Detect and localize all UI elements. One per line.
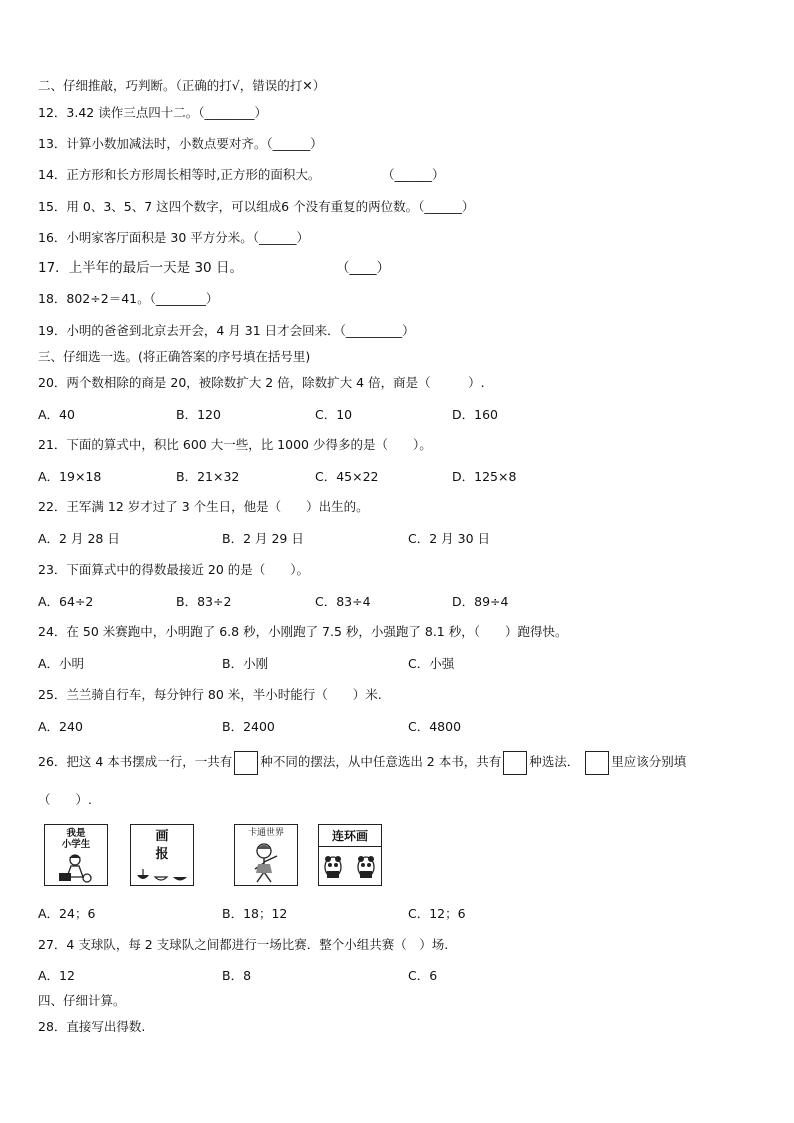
- book1-title-line2: 小学生: [61, 839, 91, 850]
- book-cartoon-world: [234, 824, 298, 886]
- section-heading-calc: 四、仔细计算。: [38, 993, 126, 1008]
- question-16: 16．小明家客厅面积是 30 平方分米。（______）: [38, 230, 310, 245]
- question-26-part4: 里应该分别填: [611, 754, 687, 769]
- q25-option-b: B．2400: [222, 719, 275, 734]
- question-12: 12．3.42 读作三点四十二。（________）: [38, 105, 267, 120]
- question-26: [38, 749, 686, 775]
- question-25: 25．兰兰骑自行车，每分钟行 80 米，半小时能行（ ）米.: [38, 687, 382, 702]
- q23-option-b: B．83÷2: [176, 594, 232, 609]
- book2-title-line2: 报: [155, 847, 169, 862]
- question-14-blank: （______）: [382, 167, 445, 182]
- question-26-part3: 种选法．: [529, 754, 580, 769]
- q23-option-a: A．64÷2: [38, 594, 94, 609]
- question-28: 28．直接写出得数.: [38, 1019, 146, 1034]
- answer-box-3: [585, 751, 609, 775]
- q24-option-c: C．小强: [408, 656, 455, 671]
- question-24: 24．在 50 米赛跑中，小明跑了 6.8 秒，小刚跑了 7.5 秒，小强跑了 8.1 秒，（ ）跑得快。: [38, 624, 568, 639]
- q24-option-a: A．小明: [38, 656, 85, 671]
- q22-option-a: A．2 月 28 日: [38, 531, 120, 546]
- question-17: 17．上半年的最后一天是 30 日。: [38, 260, 243, 276]
- q21-option-d: D．125×8: [452, 469, 517, 484]
- question-27: 27．4 支球队，每 2 支球队之间都进行一场比赛．整个小组共赛（ ）场.: [38, 937, 449, 952]
- q21-option-b: B．21×32: [176, 469, 240, 484]
- answer-box-1: [234, 751, 258, 775]
- answer-box-2: [503, 751, 527, 775]
- q20-option-c: C．10: [315, 407, 353, 422]
- bowls-icon: [131, 865, 193, 885]
- book4-title: 连环画: [319, 829, 381, 847]
- q22-option-b: B．2 月 29 日: [222, 531, 304, 546]
- q24-option-b: B．小刚: [222, 656, 269, 671]
- q27-option-a: A．12: [38, 968, 75, 983]
- book1-title-line1: 我是: [66, 828, 86, 839]
- q26-option-b: B．18；12: [222, 906, 288, 921]
- question-17-blank: （____）: [336, 260, 390, 276]
- q26-option-c: C．12；6: [408, 906, 466, 921]
- question-14: 14．正方形和长方形周长相等时,正方形的面积大。: [38, 167, 321, 182]
- book-pictorial: [130, 824, 194, 886]
- pandas-icon: [319, 851, 381, 885]
- q23-option-d: D．89÷4: [452, 594, 509, 609]
- question-26-part2: 种不同的摆法，从中任意选出 2 本书，共有: [260, 754, 502, 769]
- question-18: 18．802÷2＝41。（________）: [38, 291, 219, 306]
- q21-option-a: A．19×18: [38, 469, 102, 484]
- q27-option-b: B．8: [222, 968, 252, 983]
- question-20: 20．两个数相除的商是 20，被除数扩大 2 倍，除数扩大 4 倍，商是（ ）.: [38, 375, 485, 390]
- q20-option-a: A．40: [38, 407, 75, 422]
- question-26-bracket: （ ）.: [38, 792, 92, 807]
- q27-option-c: C．6: [408, 968, 438, 983]
- question-26-part1: 26．把这 4 本书摆成一行，一共有: [38, 754, 233, 769]
- question-21: 21．下面的算式中，积比 600 大一些，比 1000 少得多的是（ ）。: [38, 437, 432, 452]
- q25-option-a: A．240: [38, 719, 83, 734]
- section-heading-choice: 三、仔细选一选。(将正确答案的序号填在括号里): [38, 349, 311, 364]
- q23-option-c: C．83÷4: [315, 594, 371, 609]
- q20-option-b: B．120: [176, 407, 221, 422]
- book-comic-strips: [318, 824, 382, 886]
- question-22: 22．王军满 12 岁才过了 3 个生日，他是（ ）出生的。: [38, 499, 369, 514]
- child-reading-icon: [45, 851, 107, 885]
- question-15: 15．用 0、3、5、7 这四个数字，可以组成6 个没有重复的两位数。（______）: [38, 199, 475, 214]
- q22-option-c: C．2 月 30 日: [408, 531, 491, 546]
- question-19: 19．小明的爸爸到北京去开会，4 月 31 日才会回来．（_________）: [38, 323, 415, 338]
- question-23: 23．下面算式中的得数最接近 20 的是（ ）。: [38, 562, 310, 577]
- book3-title: 卡通世界: [247, 828, 284, 838]
- book-im-a-pupil: [44, 824, 108, 886]
- cartoon-girl-icon: [235, 839, 297, 885]
- book2-title-line1: 画: [155, 829, 169, 844]
- q25-option-c: C．4800: [408, 719, 462, 734]
- q20-option-d: D．160: [452, 407, 498, 422]
- question-13: 13．计算小数加减法时，小数点要对齐。（______）: [38, 136, 323, 151]
- q26-option-a: A．24；6: [38, 906, 96, 921]
- q21-option-c: C．45×22: [315, 469, 379, 484]
- section-heading-judge: 二、仔细推敲，巧判断。（正确的打√，错误的打✕）: [38, 78, 326, 93]
